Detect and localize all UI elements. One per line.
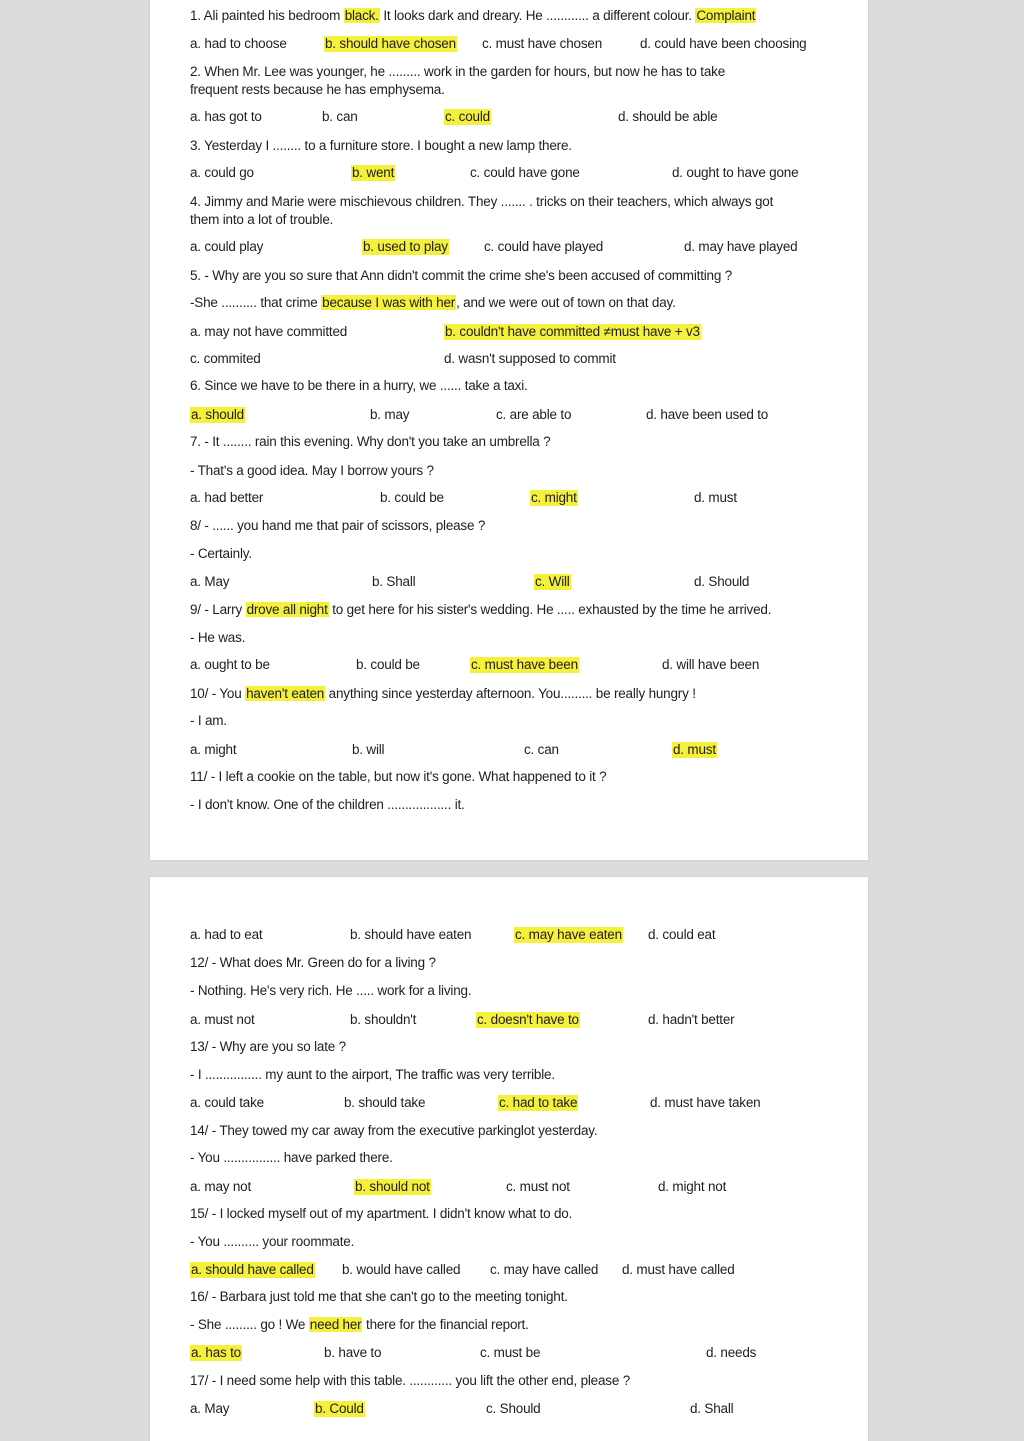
option-c: c. doesn't have to [477, 1012, 579, 1027]
option-b: b. will [352, 742, 385, 757]
question-9-line-2: - He was. [190, 630, 246, 645]
option-d: d. should be able [618, 109, 718, 124]
highlight: need her [309, 1317, 362, 1332]
question-11-line-2: - I don't know. One of the children .................. it. [190, 797, 465, 812]
question-text: anything since yesterday afternoon. You......... be really hungry ! [325, 686, 696, 701]
question-5-line-1: 5. - Why are you so sure that Ann didn't commit the crime she's been accused of committing ? [190, 268, 733, 283]
question-5-line-2 [190, 295, 676, 311]
option-d: d. Shall [690, 1401, 734, 1416]
option-d: d. wasn't supposed to commit [444, 351, 616, 366]
highlight: because I was with her [322, 295, 456, 310]
question-text: 10/ - You [190, 686, 246, 701]
option-d: d. must have called [622, 1262, 735, 1277]
option-d: d. could have been choosing [640, 36, 807, 51]
question-text: It looks dark and dreary. He ............ a different colour. [379, 8, 696, 23]
option-a: a. should [191, 407, 244, 422]
question-16-line-1: 16/ - Barbara just told me that she can't go to the meeting tonight. [190, 1289, 568, 1304]
question-3: 3. Yesterday I ........ to a furniture store. I bought a new lamp there. [190, 138, 572, 153]
option-a: a. could play [190, 239, 264, 254]
question-13-line-1: 13/ - Why are you so late ? [190, 1039, 346, 1054]
option-c: c. must not [506, 1179, 570, 1194]
question-9-line-1 [190, 602, 771, 618]
option-d: d. needs [706, 1345, 757, 1360]
option-b: b. used to play [363, 239, 448, 254]
option-d: d. Should [694, 574, 750, 589]
option-b: b. have to [324, 1345, 382, 1360]
option-b: b. would have called [342, 1262, 461, 1277]
question-4-line-2: them into a lot of trouble. [190, 212, 334, 227]
question-text: , and we were out of town on that day. [456, 295, 676, 310]
option-b: b. should have chosen [325, 36, 456, 51]
option-a: a. May [190, 1401, 230, 1416]
option-d: d. must [694, 490, 737, 505]
option-d: d. have been used to [646, 407, 769, 422]
question-8-line-2: - Certainly. [190, 546, 252, 561]
option-d: d. must have taken [650, 1095, 761, 1110]
option-a: a. has to [191, 1345, 241, 1360]
question-12-line-2: - Nothing. He's very rich. He ..... work for a living. [190, 983, 472, 998]
option-a: a. may not [190, 1179, 252, 1194]
option-c: c. could [445, 109, 490, 124]
option-b: b. shouldn't [350, 1012, 417, 1027]
highlight: haven't eaten [246, 686, 325, 701]
question-15-line-2: - You .......... your roommate. [190, 1234, 355, 1249]
option-a: a. may not have committed [190, 324, 348, 339]
question-7-line-1: 7. - It ........ rain this evening. Why don't you take an umbrella ? [190, 434, 551, 449]
question-17-line-1: 17/ - I need some help with this table. ............ you lift the other end, please ? [190, 1373, 631, 1388]
option-c: c. Should [486, 1401, 541, 1416]
question-2-line-1: 2. When Mr. Lee was younger, he ......... work in the garden for hours, but now he has to take [190, 64, 726, 79]
option-a: a. must not [190, 1012, 255, 1027]
option-a: a. May [190, 574, 230, 589]
option-c: c. Will [535, 574, 570, 589]
option-c: c. could have gone [470, 165, 580, 180]
option-a: a. had to eat [190, 927, 263, 942]
question-16-line-2 [190, 1317, 529, 1333]
question-text: 1. Ali painted his bedroom [190, 8, 344, 23]
question-text: - She ......... go ! We [190, 1317, 309, 1332]
option-a: a. might [190, 742, 237, 757]
question-text: 9/ - Larry [190, 602, 246, 617]
question-text: to get here for his sister's wedding. He ..... exhausted by the time he arrived. [328, 602, 772, 617]
question-14-line-2: - You ................ have parked there. [190, 1150, 393, 1165]
option-a: a. has got to [190, 109, 262, 124]
question-text: -She .......... that crime [190, 295, 322, 310]
option-b: b. may [370, 407, 410, 422]
option-c: c. may have called [490, 1262, 599, 1277]
option-c: c. could have played [484, 239, 604, 254]
option-a: a. had to choose [190, 36, 287, 51]
option-b: b. couldn't have committed ≠must have + v3 [445, 324, 700, 339]
option-d: d. hadn't better [648, 1012, 735, 1027]
option-c: c. might [531, 490, 577, 505]
option-b: b. should not [355, 1179, 430, 1194]
option-b: b. can [322, 109, 358, 124]
option-c: c. had to take [499, 1095, 578, 1110]
option-a: a. had better [190, 490, 264, 505]
option-d: d. could eat [648, 927, 716, 942]
option-d: d. ought to have gone [672, 165, 799, 180]
option-b: b. should have eaten [350, 927, 472, 942]
option-b: b. should take [344, 1095, 426, 1110]
option-d: d. may have played [684, 239, 798, 254]
option-c: c. can [524, 742, 559, 757]
question-10-line-1 [190, 686, 696, 702]
question-4-line-1: 4. Jimmy and Marie were mischievous children. They ....... . tricks on their teachers, which always got [190, 194, 774, 209]
option-a: a. ought to be [190, 657, 270, 672]
option-b: b. Shall [372, 574, 416, 589]
question-2-line-2: frequent rests because he has emphysema. [190, 82, 445, 97]
option-a: a. should have called [191, 1262, 314, 1277]
option-c: c. must have been [471, 657, 578, 672]
option-a: a. could take [190, 1095, 264, 1110]
question-15-line-1: 15/ - I locked myself out of my apartment. I didn't know what to do. [190, 1206, 573, 1221]
question-11-line-1: 11/ - I left a cookie on the table, but now it's gone. What happened to it ? [190, 769, 607, 784]
option-d: d. will have been [662, 657, 760, 672]
option-b: b. could be [356, 657, 420, 672]
question-13-line-2: - I ................ my aunt to the airport, The traffic was very terrible. [190, 1067, 555, 1082]
highlight: drove all night [246, 602, 328, 617]
option-c: c. must be [480, 1345, 541, 1360]
option-d: d. must [673, 742, 716, 757]
option-b: b. went [352, 165, 395, 180]
question-text: there for the financial report. [362, 1317, 529, 1332]
question-8-line-1: 8/ - ...... you hand me that pair of scissors, please ? [190, 518, 486, 533]
option-c: c. commited [190, 351, 261, 366]
worksheet-page-2 [150, 877, 868, 1441]
question-10-line-2: - I am. [190, 713, 227, 728]
option-c: c. are able to [496, 407, 572, 422]
option-b: b. Could [315, 1401, 364, 1416]
highlight: black. [344, 8, 379, 23]
option-c: c. must have chosen [482, 36, 603, 51]
highlight: Complaint [696, 8, 756, 23]
question-7-line-2: - That's a good idea. May I borrow yours ? [190, 463, 434, 478]
worksheet-page-1 [150, 0, 868, 860]
question-1 [190, 8, 756, 24]
option-d: d. might not [658, 1179, 727, 1194]
question-12-line-1: 12/ - What does Mr. Green do for a living ? [190, 955, 436, 970]
question-6: 6. Since we have to be there in a hurry, we ...... take a taxi. [190, 378, 528, 393]
question-14-line-1: 14/ - They towed my car away from the executive parkinglot yesterday. [190, 1123, 598, 1138]
option-a: a. could go [190, 165, 254, 180]
option-b: b. could be [380, 490, 444, 505]
option-c: c. may have eaten [515, 927, 622, 942]
